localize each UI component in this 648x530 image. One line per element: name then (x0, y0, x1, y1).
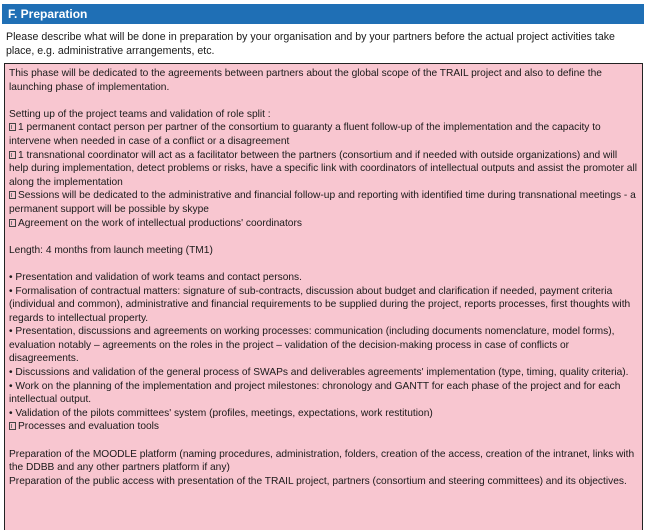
teams-item: 1 transnational coordinator will act as a facilitator between the partners (consortium and if needed with outside organizations) and will help during implementation, detect problems or risks, have a specific link with coordinators of intellectual outputs and assist the promoter all along the implementation (9, 149, 637, 188)
checkbox-glyph-icon (9, 219, 16, 227)
intro-paragraph: This phase will be dedicated to the agreements between partners about the global scope of the TRAIL project and also to define the launching phase of implementation. (9, 68, 602, 93)
activity-item: • Validation of the pilots committees' system (profiles, meetings, expectations, work restitution) (9, 407, 433, 419)
public-access-paragraph: Preparation of the public access with presentation of the TRAIL project, partners (consortium and steering committees) and its objectives. (9, 475, 627, 487)
activity-item: • Work on the planning of the implementation and project milestones: chronology and GANTT for each phase of the project and for each intellectual output. (9, 380, 621, 406)
instructions-text: Please describe what will be done in preparation by your organisation and by your partners before the actual project activities take place, e.g. administrative arrangements, etc. (6, 31, 615, 57)
checkbox-glyph-icon (9, 123, 16, 131)
checkbox-glyph-icon (9, 151, 16, 159)
teams-heading: Setting up of the project teams and validation of role split : (9, 108, 271, 120)
answer-textarea[interactable] (4, 63, 643, 530)
checkbox-glyph-icon (9, 422, 16, 430)
activity-item: Processes and evaluation tools (9, 420, 639, 434)
activity-item: • Presentation and validation of work teams and contact persons. (9, 271, 302, 283)
length-text: Length: 4 months from launch meeting (TM1) (9, 244, 213, 256)
teams-item: Agreement on the work of intellectual productions' coordinators (9, 217, 639, 231)
activity-item: • Discussions and validation of the general process of SWAPs and deliverables agreements' implementation (type, timing, quality criteria). (9, 367, 629, 379)
teams-item: Sessions will be dedicated to the administrative and financial follow-up and reporting with identified time during transnational meetings - a permanent support will be possible by skype (9, 190, 636, 215)
section-header (2, 4, 644, 24)
activity-item: • Formalisation of contractual matters: signature of sub-contracts, discussion about budget and clarification if needed, payment criteria (individual and common), administrative and financial requirements to be supplied during the project, reports processes, first thoughts with regards to intellectual property. (9, 285, 631, 324)
activity-item: • Presentation, discussions and agreements on working processes: communication (including documents nomenclature, model forms), evaluation notably – agreements on the roles in the project – validation of the decision-making process in case of conflicts or disagreements. (9, 326, 615, 365)
teams-item: 1 permanent contact person per partner of the consortium to guaranty a fluent follow-up of the implementation and the capacity to intervene when needed in case of a conflict or a disagreement (9, 122, 601, 147)
section-title: F. Preparation (8, 7, 88, 21)
checkbox-glyph-icon (9, 191, 16, 199)
moodle-paragraph: Preparation of the MOODLE platform (naming procedures, administration, folders, creation of the access, creation of the intranet, links with the DDBB and any other partners platform if any) (9, 448, 635, 474)
